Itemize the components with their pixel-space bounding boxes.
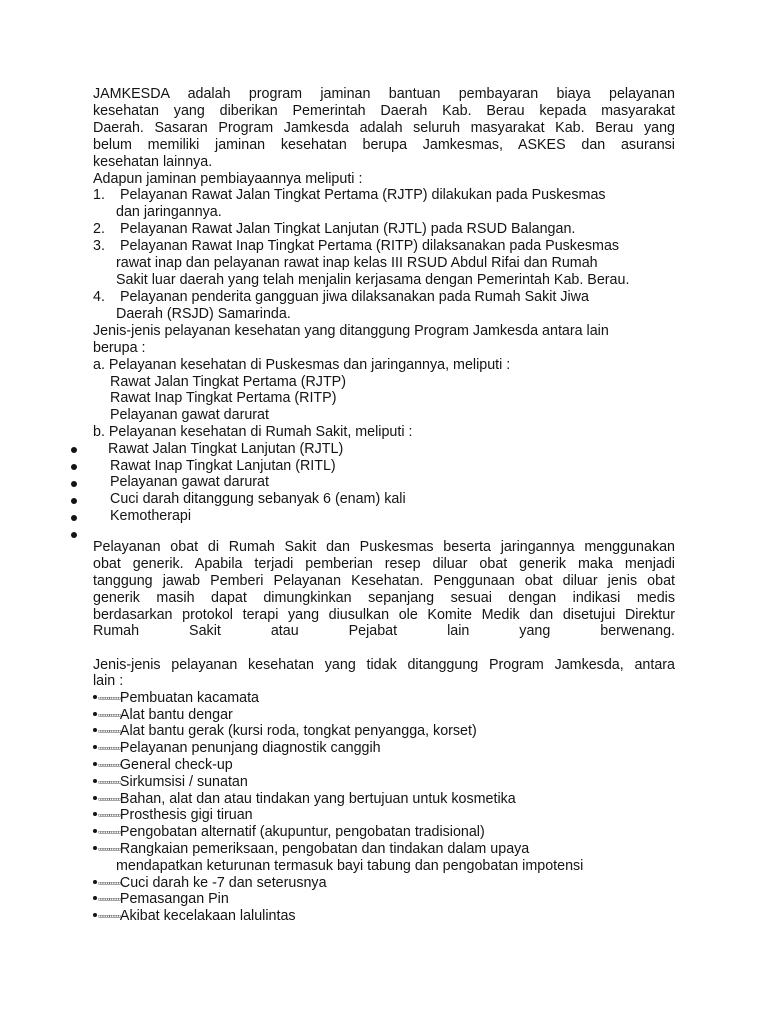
item-text: Prosthesis gigi tiruan: [119, 807, 253, 823]
item-number: 4.: [93, 289, 105, 305]
list-marker: ▫▫▫▫▫▫▫▫▫▫: [98, 827, 120, 837]
not-covered-item-continuation: mendapatkan keturunan termasuk bayi tabung dan pengobatan impotensi: [116, 858, 584, 874]
section-a-heading: a. Pelayanan kesehatan di Puskesmas dan jaringannya, meliputi :: [93, 357, 511, 373]
bullet-icon: [93, 796, 97, 800]
not-covered-item: [93, 875, 675, 892]
item-text: Bahan, alat dan atau tindakan yang bertujuan untuk kosmetika: [119, 791, 516, 807]
coverage-item-continuation: Daerah (RSJD) Samarinda.: [116, 306, 291, 322]
item-number: 1.: [93, 187, 105, 203]
not-covered-item: [93, 908, 675, 925]
not-covered-item: [93, 757, 675, 774]
bullet-icon: [71, 515, 77, 521]
coverage-item-continuation: Sakit luar daerah yang telah menjalin kerjasama dengan Pemerintah Kab. Berau.: [116, 272, 630, 288]
bullet-icon: [93, 896, 97, 900]
coverage-item: [93, 238, 675, 255]
coverage-heading: Adapun jaminan pembiayaannya meliputi :: [93, 171, 363, 187]
medicine-line: berdasarkan protokol terapi yang diusulkan ole Komite Medik dan disetujui Direktur: [93, 607, 675, 623]
item-number: 2.: [93, 221, 105, 237]
bullet-icon: [93, 846, 97, 850]
item-text: Pelayanan penderita gangguan jiwa dilaksanakan pada Rumah Sakit Jiwa: [120, 289, 589, 305]
bullet-icon: [93, 695, 97, 699]
list-marker: ▫▫▫▫▫▫▫▫▫▫: [98, 777, 120, 787]
section-b-item: Pelayanan gawat darurat: [110, 474, 269, 490]
item-text: Alat bantu dengar: [119, 707, 233, 723]
bullet-icon: [93, 812, 97, 816]
not-covered-intro-line: lain :: [93, 673, 124, 689]
medicine-line: obat generik. Apabila terjadi pemberian resep diluar obat generik maka menjadi: [93, 556, 675, 572]
intro-line: JAMKESDA adalah program jaminan bantuan pembayaran biaya pelayanan: [93, 86, 675, 102]
section-b-item: Cuci darah ditanggung sebanyak 6 (enam) kali: [110, 491, 406, 507]
item-text: Rangkaian pemeriksaan, pengobatan dan tindakan dalam upaya: [119, 841, 530, 857]
section-b-item: Rawat Inap Tingkat Lanjutan (RITL): [110, 458, 336, 474]
not-covered-item: [93, 690, 675, 707]
bullet-icon: [93, 880, 97, 884]
list-marker: ▫▫▫▫▫▫▫▫▫▫: [98, 810, 120, 820]
not-covered-item: [93, 841, 675, 858]
covered-intro-line: Jenis-jenis pelayanan kesehatan yang ditanggung Program Jamkesda antara lain: [93, 323, 609, 339]
item-text: Pelayanan Rawat Jalan Tingkat Lanjutan (RJTL) pada RSUD Balangan.: [120, 221, 576, 237]
bullet-icon: [93, 762, 97, 766]
item-text: Pelayanan Rawat Inap Tingkat Pertama (RITP) dilaksanakan pada Puskesmas: [120, 238, 620, 254]
item-text: Cuci darah ke -7 dan seterusnya: [119, 875, 327, 891]
coverage-item-continuation: rawat inap dan pelayanan rawat inap kelas III RSUD Abdul Rifai dan Rumah: [116, 255, 598, 271]
item-text: General check-up: [119, 757, 233, 773]
medicine-line: tanggung jawab Pemberi Pelayanan Kesehatan. Penggunaan obat diluar jenis obat: [93, 573, 675, 589]
item-text: Akibat kecelakaan lalulintas: [119, 908, 296, 924]
list-marker: ▫▫▫▫▫▫▫▫▫▫: [98, 878, 120, 888]
list-marker: ▫▫▫▫▫▫▫▫▫▫: [98, 894, 120, 904]
intro-line: kesehatan lainnya.: [93, 154, 213, 170]
intro-line: belum memiliki jaminan kesehatan berupa Jamkesmas, ASKES dan asuransi: [93, 137, 675, 153]
coverage-item: [93, 221, 675, 238]
bullet-icon: [93, 913, 97, 917]
not-covered-intro-line: Jenis-jenis pelayanan kesehatan yang tidak ditanggung Program Jamkesda, antara: [93, 657, 675, 673]
list-marker: ▫▫▫▫▫▫▫▫▫▫: [98, 794, 120, 804]
intro-line: Daerah. Sasaran Program Jamkesda adalah seluruh masyarakat Kab. Berau yang: [93, 120, 675, 136]
list-marker: ▫▫▫▫▫▫▫▫▫▫: [98, 760, 120, 770]
coverage-item: [93, 289, 675, 306]
section-a-item: Rawat Jalan Tingkat Pertama (RJTP): [110, 374, 346, 390]
bullet-icon: [93, 712, 97, 716]
section-b-item: Rawat Jalan Tingkat Lanjutan (RJTL): [108, 441, 344, 457]
not-covered-item: [93, 791, 675, 808]
item-text: Pengobatan alternatif (akupuntur, pengobatan tradisional): [119, 824, 485, 840]
medicine-line: Pelayanan obat di Rumah Sakit dan Puskesmas beserta jaringannya menggunakan: [93, 539, 675, 555]
bullet-icon: [71, 447, 77, 453]
bullet-icon: [71, 464, 77, 470]
item-number: 3.: [93, 238, 105, 254]
bullet-icon: [71, 498, 77, 504]
covered-intro-line: berupa :: [93, 340, 146, 356]
section-b-heading: b. Pelayanan kesehatan di Rumah Sakit, meliputi :: [93, 424, 413, 440]
list-marker: ▫▫▫▫▫▫▫▫▫▫: [98, 911, 120, 921]
item-text: Pemasangan Pin: [119, 891, 229, 907]
section-a-item: Pelayanan gawat darurat: [110, 407, 269, 423]
medicine-line: generik masih dapat dimungkinkan sepanjang sesuai dengan indikasi medis: [93, 590, 675, 606]
bullet-icon: [71, 481, 77, 487]
item-text: Pelayanan penunjang diagnostik canggih: [119, 740, 381, 756]
not-covered-item: [93, 774, 675, 791]
item-text: Pembuatan kacamata: [119, 690, 259, 706]
section-b-item: Kemotherapi: [110, 508, 192, 524]
coverage-item: [93, 187, 675, 204]
item-text: Sirkumsisi / sunatan: [119, 774, 248, 790]
list-marker: ▫▫▫▫▫▫▫▫▫▫: [98, 844, 120, 854]
section-a-item: Rawat Inap Tingkat Pertama (RITP): [110, 390, 337, 406]
bullet-icon: [93, 779, 97, 783]
not-covered-item: [93, 807, 675, 824]
not-covered-item: [93, 891, 675, 908]
intro-line: kesehatan yang diberikan Pemerintah Daerah Kab. Berau kepada masyarakat: [93, 103, 675, 119]
bullet-icon: [93, 745, 97, 749]
not-covered-item: [93, 707, 675, 724]
list-marker: ▫▫▫▫▫▫▫▫▫▫: [98, 743, 120, 753]
bullet-icon: [93, 829, 97, 833]
item-text: Alat bantu gerak (kursi roda, tongkat penyangga, korset): [119, 723, 477, 739]
not-covered-item: [93, 723, 675, 740]
bullet-icon: [93, 728, 97, 732]
item-text: Pelayanan Rawat Jalan Tingkat Pertama (RJTP) dilakukan pada Puskesmas: [120, 187, 606, 203]
list-marker: ▫▫▫▫▫▫▫▫▫▫: [98, 710, 120, 720]
list-marker: ▫▫▫▫▫▫▫▫▫▫: [98, 693, 120, 703]
bullet-icon: [71, 532, 77, 538]
not-covered-item: [93, 824, 675, 841]
coverage-item-continuation: dan jaringannya.: [116, 204, 222, 220]
medicine-line: Rumah Sakit atau Pejabat lain yang berwenang.: [93, 623, 675, 639]
not-covered-item: [93, 740, 675, 757]
list-marker: ▫▫▫▫▫▫▫▫▫▫: [98, 726, 120, 736]
